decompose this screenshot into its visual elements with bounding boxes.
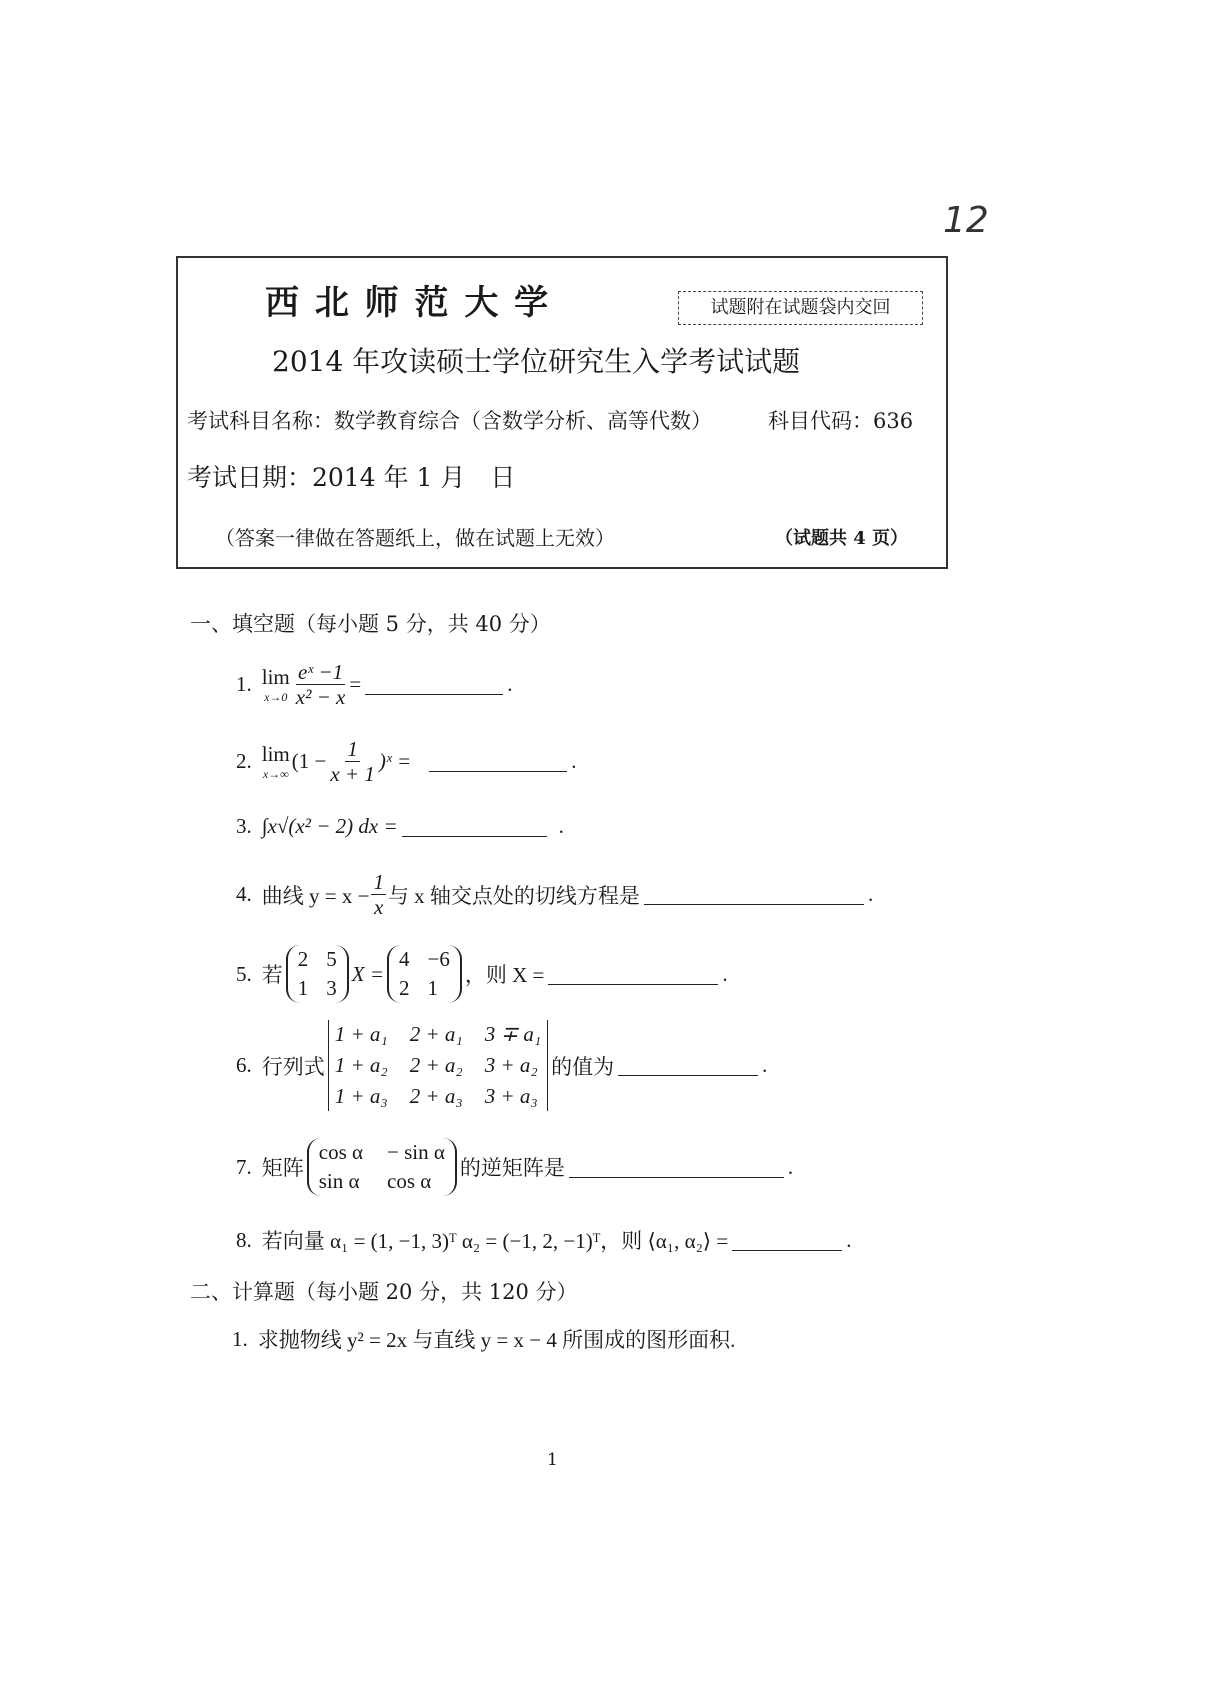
exam-date: 考试日期：2014 年 1 月 日 bbox=[187, 463, 516, 492]
cell: 1 + a₃ bbox=[334, 1084, 388, 1108]
numerator: 1 bbox=[347, 737, 358, 761]
exam-title: 2014 年攻读硕士学位研究生入学考试试题 bbox=[272, 345, 801, 378]
expr-pre: 行列式 bbox=[261, 1054, 325, 1079]
matrix-a bbox=[286, 945, 349, 1003]
cell: − sin α bbox=[387, 1140, 445, 1164]
cell: 1 bbox=[427, 976, 438, 1000]
question-number: 6. bbox=[236, 1053, 252, 1077]
answer-blank bbox=[569, 1157, 784, 1178]
question-1-6 bbox=[236, 1020, 767, 1111]
question-text: 求抛物线 y² = 2x 与直线 y = x − 4 所围成的图形面积. bbox=[257, 1328, 736, 1352]
fraction bbox=[294, 660, 348, 709]
period: . bbox=[507, 672, 513, 697]
expr-pre: (1 − bbox=[291, 749, 327, 774]
expr-pre: 矩阵 bbox=[261, 1156, 304, 1180]
cell: sin α bbox=[318, 1169, 360, 1193]
expr-pre: 若 bbox=[261, 963, 283, 987]
question-number: 8. bbox=[236, 1227, 252, 1252]
period: . bbox=[867, 882, 874, 907]
section1-heading: 一、填空题（每小题 5 分，共 40 分） bbox=[190, 612, 551, 636]
cell: 3 + a₂ bbox=[484, 1053, 538, 1077]
question-1-5 bbox=[236, 945, 728, 1003]
answer-blank bbox=[402, 816, 547, 837]
answer-blank bbox=[644, 884, 864, 905]
period: . bbox=[571, 749, 577, 774]
period: . bbox=[558, 814, 564, 838]
question-number: 4. bbox=[236, 882, 252, 907]
period: . bbox=[762, 1053, 768, 1077]
equals: = bbox=[349, 672, 362, 697]
numerator: 1 bbox=[373, 870, 384, 894]
question-1-1 bbox=[236, 660, 512, 709]
denominator: x² − x bbox=[295, 685, 346, 710]
expr-post: 的值为 bbox=[551, 1054, 615, 1079]
question-number: 1. bbox=[236, 672, 252, 697]
lim-text: lim bbox=[261, 741, 290, 766]
fraction bbox=[371, 870, 386, 919]
question-1-2 bbox=[236, 737, 576, 786]
period: . bbox=[722, 961, 728, 986]
question-number: 3. bbox=[236, 814, 252, 838]
limit bbox=[262, 742, 290, 782]
cell: 2 bbox=[399, 976, 410, 1000]
question-number: 2. bbox=[236, 749, 252, 774]
cell: 1 + a₁ bbox=[334, 1022, 388, 1046]
lim-sub: x→∞ bbox=[262, 766, 289, 781]
answer-blank bbox=[548, 964, 718, 985]
question-number: 1. bbox=[232, 1326, 248, 1351]
question-2-1 bbox=[232, 1324, 735, 1354]
answer-blank bbox=[618, 1055, 758, 1076]
cell: 2 + a₃ bbox=[409, 1084, 463, 1108]
cell: 3 bbox=[326, 976, 337, 1000]
expr-mid: X = bbox=[351, 961, 384, 986]
question-number: 5. bbox=[236, 961, 252, 986]
question-1-7 bbox=[236, 1138, 793, 1196]
question-number: 7. bbox=[236, 1154, 252, 1179]
period: . bbox=[846, 1227, 852, 1252]
cell: 2 bbox=[297, 947, 309, 971]
cell: cos α bbox=[387, 1169, 432, 1193]
question-1-4 bbox=[236, 870, 873, 919]
cell: 5 bbox=[326, 947, 337, 971]
expr-post: 与 x 轴交点处的切线方程是 bbox=[387, 883, 640, 908]
cell: 1 bbox=[297, 976, 309, 1000]
determinant bbox=[328, 1020, 548, 1111]
lim-text: lim bbox=[261, 664, 290, 689]
denominator: x + 1 bbox=[330, 762, 375, 787]
section2-heading: 二、计算题（每小题 20 分，共 120 分） bbox=[190, 1280, 578, 1304]
subject-code: 科目代码：636 bbox=[768, 409, 914, 433]
question-1-8 bbox=[236, 1225, 851, 1255]
expr-post: )ˣ = bbox=[378, 749, 412, 774]
handwritten-page-mark: 12 bbox=[943, 200, 989, 241]
cell: −6 bbox=[427, 947, 450, 971]
expr-post: ，则 X = bbox=[464, 963, 545, 987]
answer-blank bbox=[429, 751, 567, 772]
return-notice: 试题附在试题袋内交回 bbox=[678, 291, 923, 325]
rotation-matrix bbox=[307, 1138, 457, 1196]
lim-sub: x→0 bbox=[264, 689, 288, 704]
limit bbox=[262, 665, 290, 705]
answer-note: （答案一律做在答题纸上，做在试题上无效） bbox=[215, 526, 615, 550]
question-1-3 bbox=[236, 814, 564, 839]
integral-expression: ∫x√(x² − 2) dx = bbox=[261, 814, 398, 838]
cell: 3 + a₃ bbox=[484, 1084, 538, 1108]
answer-blank bbox=[365, 674, 503, 695]
fraction bbox=[328, 737, 377, 786]
matrix-b bbox=[387, 945, 462, 1003]
subject-name: 考试科目名称：数学教育综合（含数学分析、高等代数） bbox=[187, 409, 712, 433]
page-count: （试题共 4 页） bbox=[775, 528, 909, 549]
period: . bbox=[787, 1154, 794, 1179]
expr-post: 的逆矩阵是 bbox=[459, 1156, 565, 1180]
cell: 2 + a₁ bbox=[409, 1022, 463, 1046]
cell: cos α bbox=[318, 1140, 363, 1164]
cell: 1 + a₂ bbox=[334, 1053, 388, 1077]
cell: 4 bbox=[399, 947, 410, 971]
cell: 3 ∓ a₁ bbox=[484, 1022, 542, 1046]
page-number: 1 bbox=[547, 1450, 558, 1470]
expr-pre: 曲线 y = x − bbox=[261, 883, 370, 908]
numerator: eˣ −1 bbox=[297, 660, 344, 684]
answer-blank bbox=[732, 1230, 842, 1251]
cell: 2 + a₂ bbox=[409, 1053, 463, 1077]
vector-expression: 若向量 α₁ = (1, −1, 3)ᵀ α₂ = (−1, 2, −1)ᵀ，则 ⟨α₁, α₂⟩ = bbox=[261, 1229, 729, 1253]
university-name: 西 北 师 范 大 学 bbox=[265, 283, 551, 323]
denominator: x bbox=[374, 895, 384, 920]
